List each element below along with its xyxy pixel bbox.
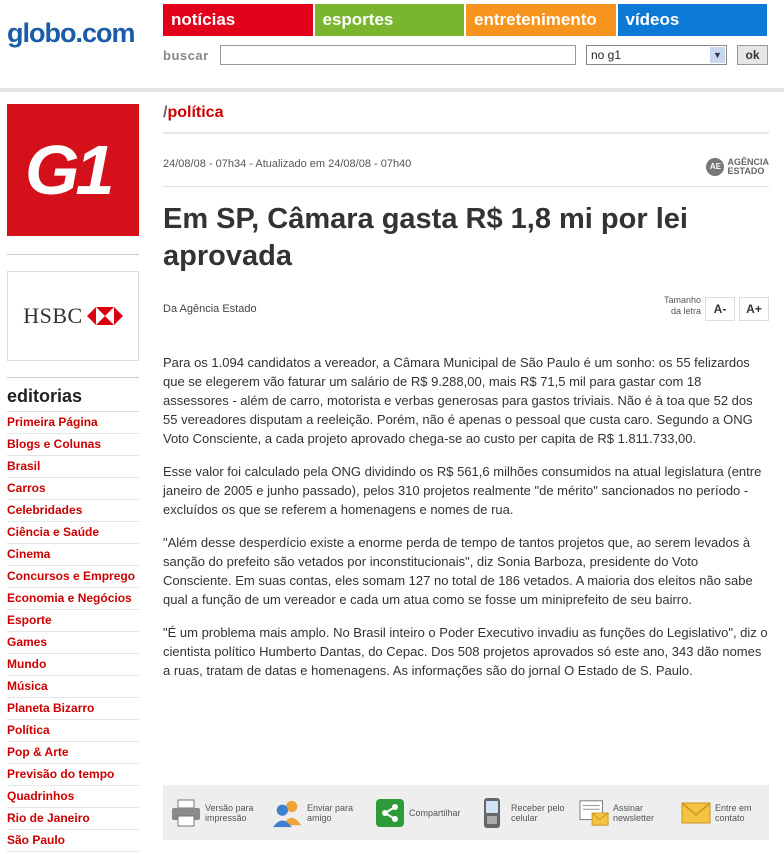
g1-logo[interactable] (7, 104, 139, 236)
header-divider (0, 88, 784, 92)
editoria-link[interactable]: Rio de Janeiro (7, 808, 139, 830)
font-size-label (653, 295, 701, 317)
article-title: Em SP, Câmara gasta R$ 1,8 mi por lei aprovada (163, 203, 688, 272)
mobile-button[interactable] (477, 798, 567, 828)
section-breadcrumb (163, 104, 769, 134)
sidebar-divider (7, 377, 139, 378)
editoria-link[interactable]: Carros (7, 478, 139, 500)
print-label-2: impressão (205, 812, 247, 823)
sidebar (7, 104, 139, 852)
editoria-link[interactable]: Quadrinhos (7, 786, 139, 808)
article-timestamp: 24/08/08 - 07h34 - Atualizado em 24/08/08 - 07h40 (163, 158, 412, 170)
editoria-link[interactable]: Esporte (7, 610, 139, 632)
search-scope-value: no g1 (591, 48, 622, 62)
article-paragraph: Esse valor foi calculado pela ONG dividindo os R$ 561,6 milhões consumidos na atual legislatura (entre janeiro de 2005 e junho passado), pelos 310 projetos realmente "de mérito" sancionados no período - excluídos os que se referem a homenagens e nomes de rua. (163, 464, 762, 517)
g1-logo-text: G1 (25, 131, 111, 209)
main-nav (163, 4, 769, 36)
mobile-label-1: Receber pelo (511, 802, 565, 813)
article-main (163, 104, 769, 694)
agency-badge-icon: AE (706, 158, 724, 176)
editoria-link[interactable]: Primeira Página (7, 412, 139, 434)
share-icon (375, 798, 405, 828)
contact-label-2: contato (715, 812, 745, 823)
editoria-link[interactable]: Cinema (7, 544, 139, 566)
article-paragraph: "Além desse desperdício existe a enorme perda de tempo de tantos projetos que, ao serem levados à sanção do prefeito são vetados por inconstitucionais", diz Sonia Barboza, presidente do Voto Consciente. Em suas contas, eles somam 127 no total de 186 vetados. A maioria dos eleitos não sabe qual a função de um vereador e cada um atua como se fosse um miniprefeito de seu bairro. (163, 535, 753, 607)
printer-icon (171, 798, 201, 828)
newsletter-icon (579, 798, 609, 828)
newsletter-label-1: Assinar (613, 802, 644, 813)
search-input[interactable] (220, 45, 576, 65)
editoria-link[interactable]: São Paulo (7, 830, 139, 852)
editoria-link[interactable]: Mundo (7, 654, 139, 676)
globo-logo[interactable]: globo.com (7, 18, 135, 48)
font-size-label-line2: da letra (670, 306, 701, 316)
people-icon (273, 798, 303, 828)
mobile-phone-icon (477, 798, 507, 828)
editoria-link[interactable]: Ciência e Saúde (7, 522, 139, 544)
agency-line1: AGÊNCIA (727, 157, 769, 167)
article-tools-bar (163, 785, 769, 840)
print-label-1: Versão para (205, 802, 254, 813)
sidebar-divider (7, 254, 139, 255)
editoria-link[interactable]: Blogs e Colunas (7, 434, 139, 456)
share-label: Compartilhar (409, 807, 461, 818)
editoria-link[interactable]: Celebridades (7, 500, 139, 522)
newsletter-button[interactable] (579, 798, 669, 828)
search-ok-button[interactable]: ok (737, 45, 768, 65)
hsbc-hexagon-icon (87, 307, 123, 325)
article-body (163, 353, 769, 680)
search-scope-select[interactable] (586, 45, 727, 65)
send-to-friend-button[interactable] (273, 798, 363, 828)
editoria-link[interactable]: Política (7, 720, 139, 742)
share-button[interactable] (375, 798, 465, 828)
print-button[interactable] (171, 798, 261, 828)
search-label: buscar (163, 48, 209, 63)
contact-label-1: Entre em (715, 802, 752, 813)
font-increase-button[interactable]: A+ (739, 297, 769, 321)
agency-line2: ESTADO (727, 166, 765, 176)
newsletter-label-2: newsletter (613, 812, 655, 823)
nav-tab-esportes[interactable]: esportes (315, 4, 465, 36)
byline-row (163, 293, 769, 333)
hsbc-ad-text: HSBC (23, 303, 83, 328)
article-paragraph: Para os 1.094 candidatos a vereador, a Câmara Municipal de São Paulo é um sonho: os 55 felizardos que se elegerem vão faturar um salário de R$ 9.288,00, mais R$ 71,5 mil para gastar com 18 assessores - além de carro, motorista e verbas generosas para gastos triviais. Não é à toa que 52 dos 55 vereadores disputam a reeleição. Porém, não é apenas o pessoal que custa caro. Segundo a ONG Voto Consciente, a cada projeto aprovado chega-se ao custo per capita de R$ 1.811.733,00. (163, 355, 753, 446)
editoria-link[interactable]: Música (7, 676, 139, 698)
editoria-link[interactable]: Concursos e Emprego (7, 566, 139, 588)
contact-button[interactable] (681, 798, 771, 828)
send-label-1: Enviar para (307, 802, 354, 813)
editoria-link[interactable]: Pop & Arte (7, 742, 139, 764)
editoria-link[interactable]: Games (7, 632, 139, 654)
nav-tab-videos[interactable]: vídeos (618, 4, 768, 36)
editorias-heading: editorias (7, 386, 139, 412)
font-size-label-line1: Tamanho (663, 295, 701, 305)
breadcrumb-slash: / (163, 104, 168, 121)
article-paragraph: "É um problema mais amplo. No Brasil inteiro o Poder Executivo invadiu as funções do Legislativo", diz o cientista político Humberto Dantas, do Cepac. Dos 508 projetos aprovados só este ano, 343 dão nomes a ruas, tratam de datas e homenagens. As informações são do jornal O Estado de S. Paulo. (163, 625, 768, 678)
editorias-list (7, 412, 139, 852)
site-header (0, 0, 784, 88)
editoria-link[interactable]: Brasil (7, 456, 139, 478)
article-meta (163, 134, 769, 187)
send-label-2: amigo (307, 812, 332, 823)
section-link-politica[interactable]: política (167, 104, 224, 121)
nav-tab-entretenimento[interactable]: entretenimento (466, 4, 616, 36)
editoria-link[interactable]: Previsão do tempo (7, 764, 139, 786)
font-decrease-button[interactable]: A- (705, 297, 735, 321)
chevron-down-icon[interactable]: ▼ (710, 47, 725, 63)
editoria-link[interactable]: Planeta Bizarro (7, 698, 139, 720)
agencia-estado-logo (706, 158, 769, 176)
hsbc-ad-banner[interactable] (7, 271, 139, 361)
editoria-link[interactable]: Economia e Negócios (7, 588, 139, 610)
mobile-label-2: celular (511, 812, 538, 823)
envelope-icon (681, 798, 711, 828)
nav-tab-noticias[interactable]: notícias (163, 4, 313, 36)
article-byline: Da Agência Estado (163, 303, 257, 315)
